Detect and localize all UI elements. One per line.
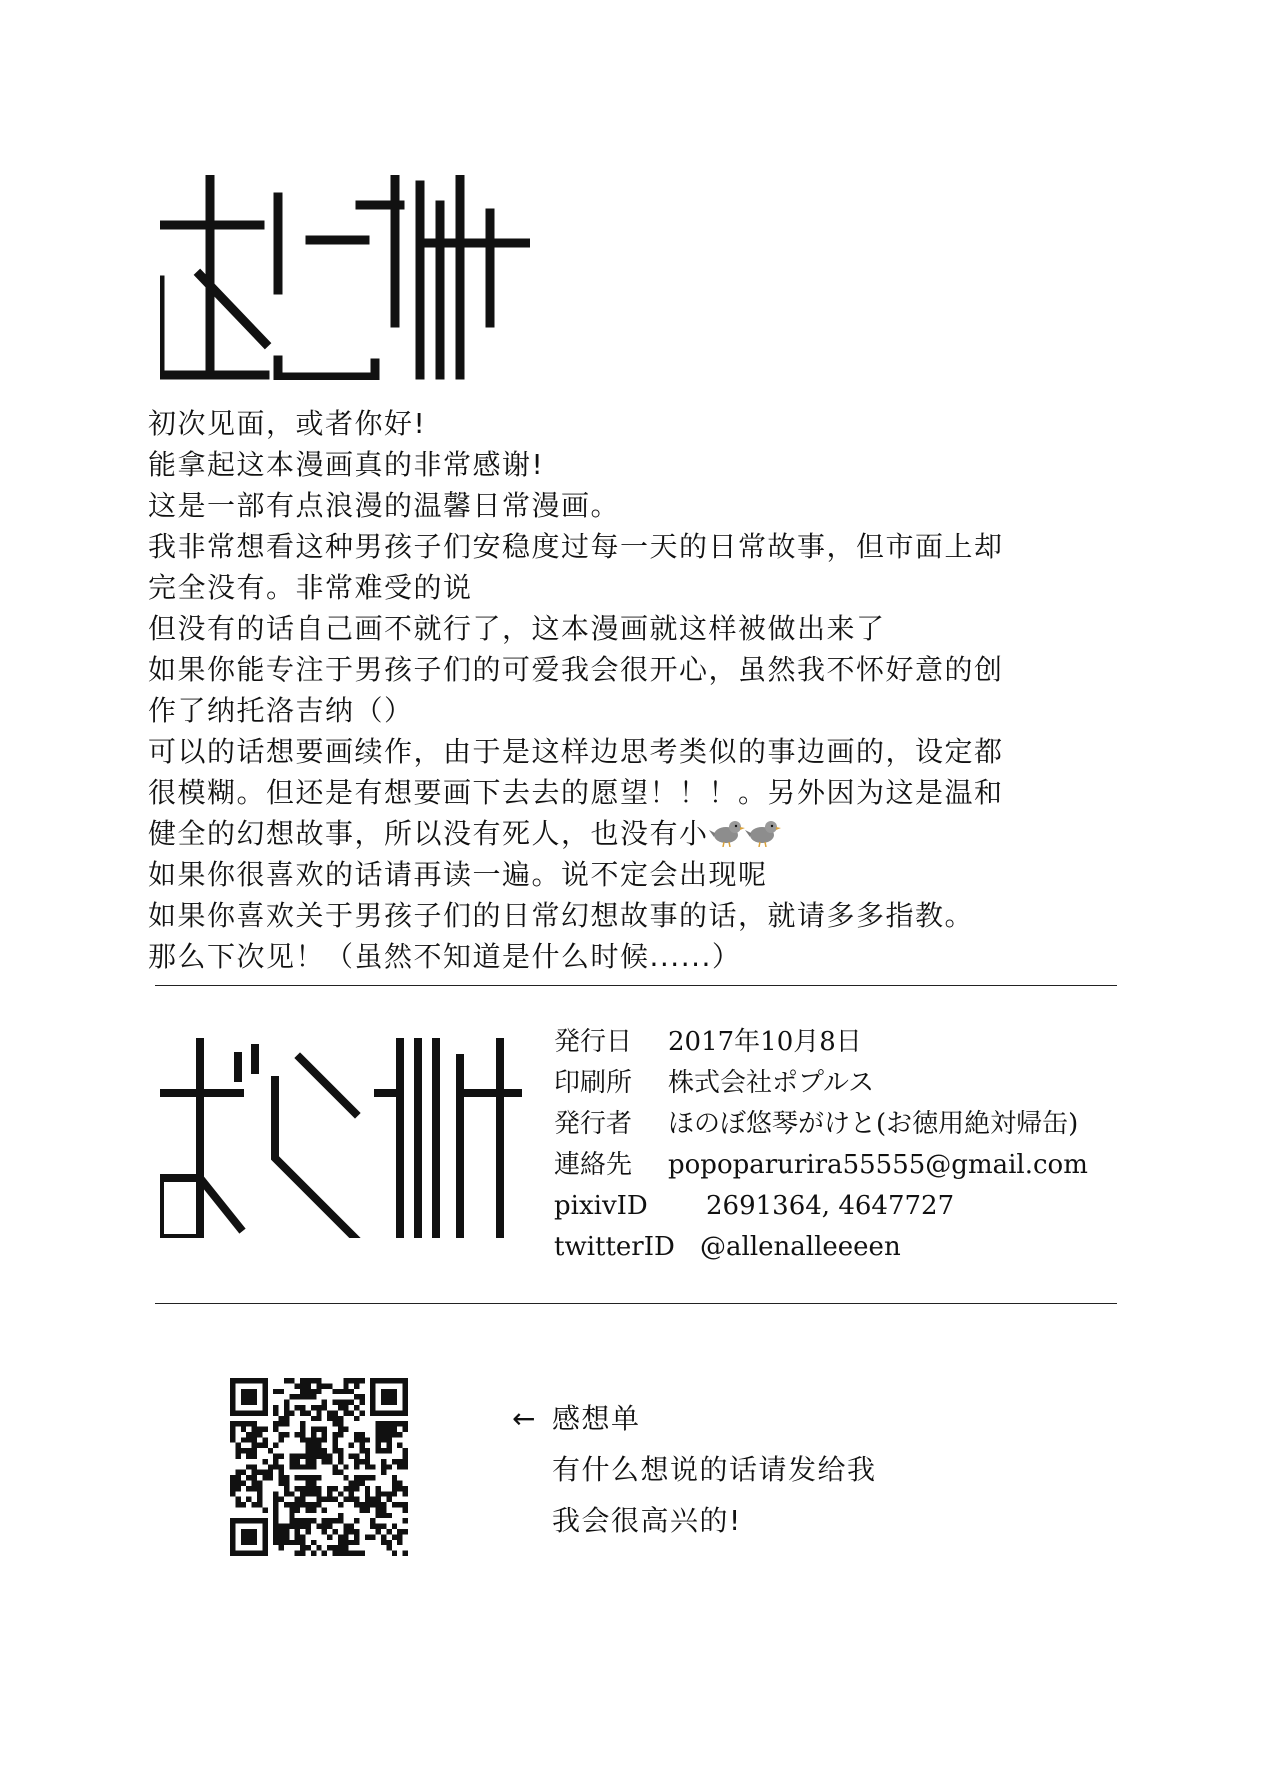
afterword-line: 我非常想看这种男孩子们安稳度过每一天的日常故事，但市面上却 <box>148 530 1004 563</box>
colophon-row-twitter <box>554 1227 1088 1268</box>
afterword-line: 这是一部有点浪漫的温馨日常漫画。 <box>148 489 621 522</box>
afterword-line: 健全的幻想故事，所以没有死人，也没有小 <box>148 817 709 850</box>
feedback-line: 有什么想说的话请发给我 <box>552 1453 877 1486</box>
divider-top <box>155 985 1117 986</box>
afterword-line: 很模糊。但还是有想要画下去去的愿望！！！。另外因为这是温和 <box>148 776 1004 809</box>
feedback-title: 感想单 <box>552 1402 641 1435</box>
chick-icon <box>745 817 781 847</box>
feedback-note <box>512 1393 877 1546</box>
feedback-line: 我会很高兴的! <box>552 1504 742 1537</box>
qr-code <box>230 1378 408 1556</box>
afterword-line: 能拿起这本漫画真的非常感谢! <box>148 448 545 481</box>
afterword-line: 初次见面，或者你好! <box>148 407 427 440</box>
printer-value: 株式会社ポプルス <box>668 1068 875 1098</box>
left-arrow-icon: ← <box>512 1402 537 1435</box>
afterword-line: 完全没有。非常难受的说 <box>148 571 473 604</box>
contact-label: 連絡先 <box>554 1150 633 1180</box>
title-logo <box>160 175 530 380</box>
issue-date-label: 発行日 <box>554 1027 633 1057</box>
colophon-row-printer <box>554 1063 1088 1104</box>
afterword-line: 作了纳托洛吉纳（） <box>148 694 414 727</box>
feedback-title-row <box>512 1393 877 1444</box>
twitter-label: twitterID <box>554 1232 675 1262</box>
colophon-row-publisher <box>554 1104 1088 1145</box>
afterword-line: 如果你能专注于男孩子们的可爱我会很开心，虽然我不怀好意的创 <box>148 653 1004 686</box>
afterword-line: 但没有的话自己画不就行了，这本漫画就这样被做出来了 <box>148 612 886 645</box>
contact-value: popoparurira55555@gmail.com <box>668 1150 1088 1180</box>
afterword-line-with-chicks <box>148 813 1228 854</box>
colophon-row-contact <box>554 1145 1088 1186</box>
chick-icon <box>709 817 745 847</box>
publisher-value: ほのぼ悠琴がけと(お徳用絶対帰缶) <box>668 1109 1079 1139</box>
afterword-line: 如果你喜欢关于男孩子们的日常幻想故事的话，就请多多指教。 <box>148 899 975 932</box>
issue-date-value: 2017年10月8日 <box>668 1027 862 1057</box>
colophon <box>554 1022 1088 1268</box>
pixiv-label: pixivID <box>554 1191 648 1221</box>
twitter-value: @allenalleeeen <box>700 1232 901 1262</box>
afterword-text <box>148 403 1228 977</box>
colophon-row-pixiv <box>554 1186 1088 1227</box>
printer-label: 印刷所 <box>554 1068 633 1098</box>
pixiv-value: 2691364, 4647727 <box>706 1191 955 1221</box>
publisher-label: 発行者 <box>554 1109 633 1139</box>
circle-logo <box>160 1038 522 1238</box>
divider-bottom <box>155 1303 1117 1304</box>
afterword-line: 那么下次见！（虽然不知道是什么时候......） <box>148 940 742 973</box>
afterword-line: 如果你很喜欢的话请再读一遍。说不定会出现呢 <box>148 858 768 891</box>
colophon-row-issue-date <box>554 1022 1088 1063</box>
afterword-line: 可以的话想要画续作，由于是这样边思考类似的事边画的，设定都 <box>148 735 1004 768</box>
